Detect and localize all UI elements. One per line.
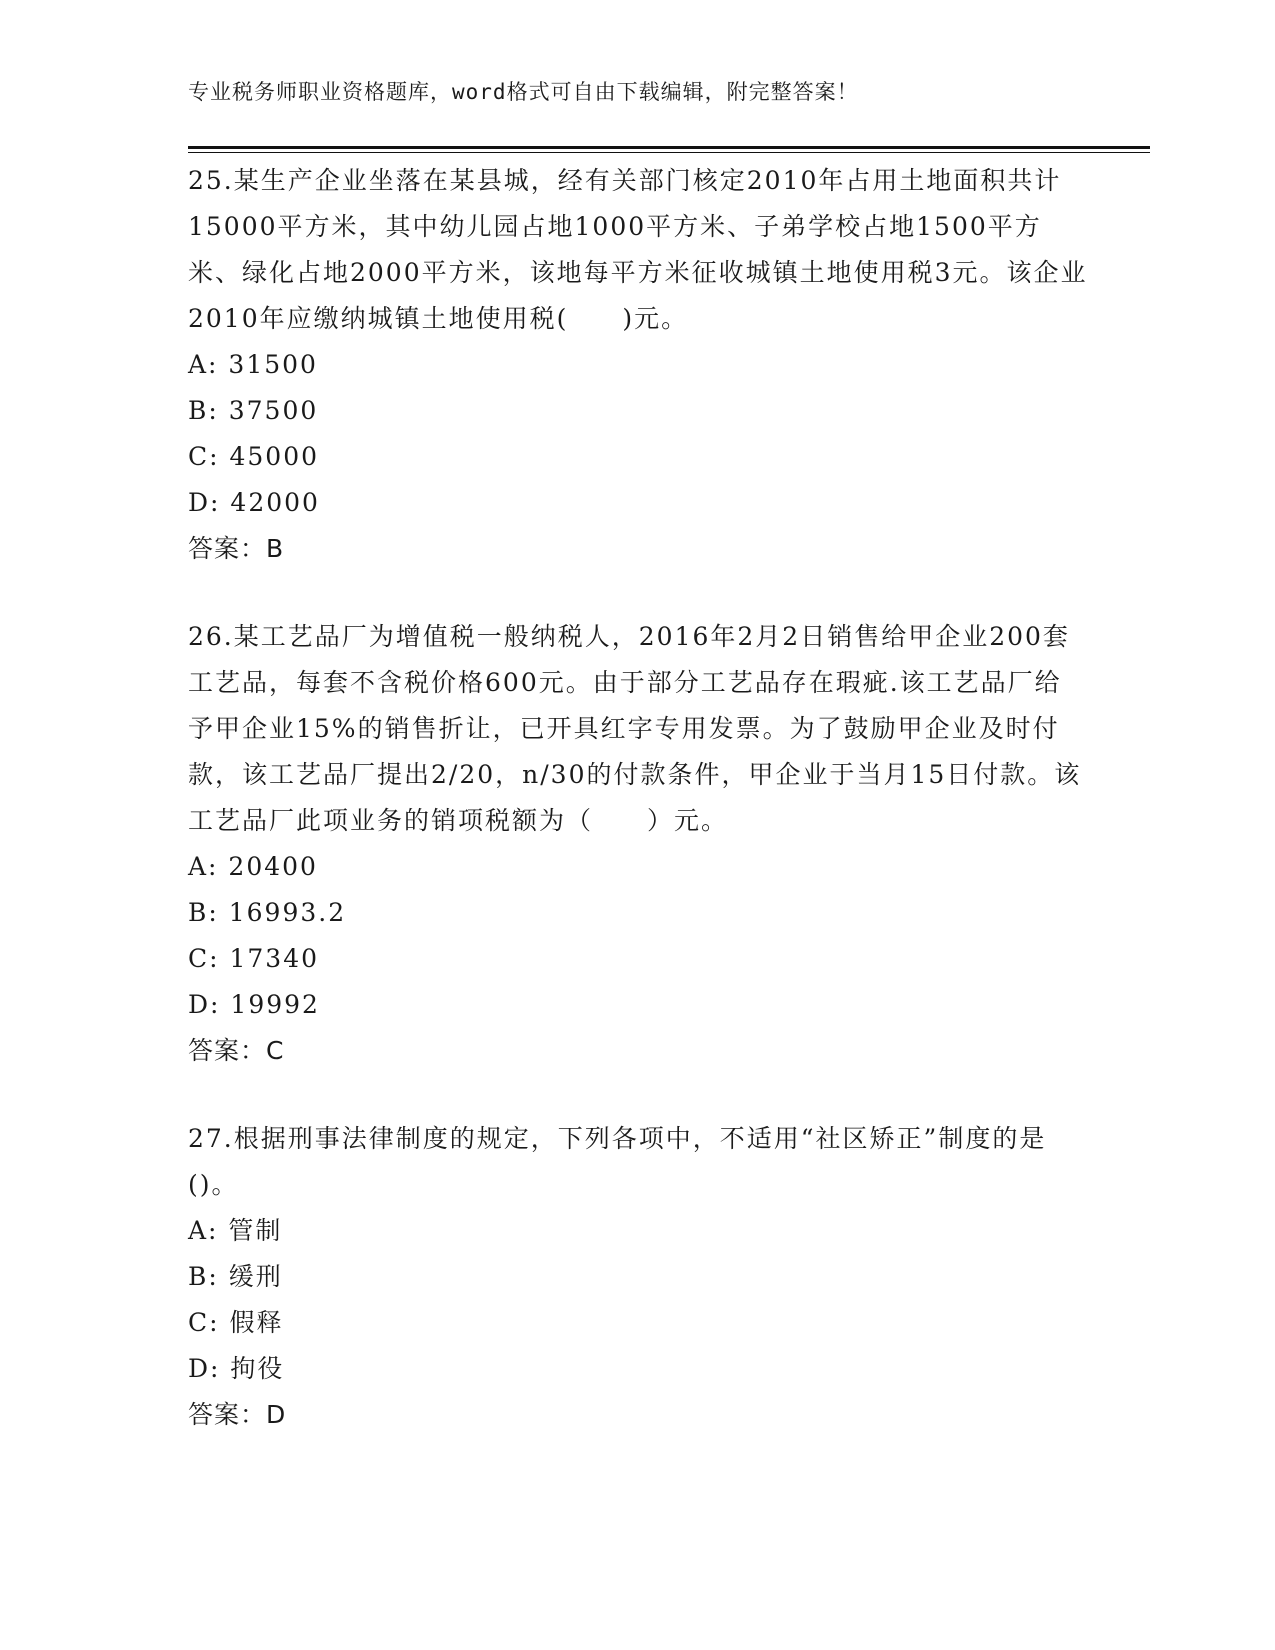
answer-label: 答案：D <box>188 1400 287 1429</box>
option-c: C: 17340 <box>188 944 320 973</box>
question-27 <box>188 1116 1088 1438</box>
option-a: A: 管制 <box>188 1216 283 1245</box>
answer-label: 答案：B <box>188 534 285 563</box>
option-d: D: 42000 <box>188 488 320 517</box>
page-header: 专业税务师职业资格题库，word格式可自由下载编辑，附完整答案！ <box>188 80 859 104</box>
answer-label: 答案：C <box>188 1036 285 1065</box>
question-26 <box>188 614 1088 1074</box>
option-a: A: 31500 <box>188 350 318 379</box>
option-a: A: 20400 <box>188 852 318 881</box>
question-list <box>188 158 1088 1480</box>
option-b: B: 16993.2 <box>188 898 347 927</box>
option-c: C: 假释 <box>188 1308 284 1337</box>
question-stem: 25.某生产企业坐落在某县城，经有关部门核定2010年占用土地面积共计15000平方米，其中幼儿园占地1000平方米、子弟学校占地1500平方米、绿化占地2000平方米，该地每平方米征收城镇土地使用税3元。该企业2010年应缴纳城镇土地使用税( )元。 <box>188 166 1088 333</box>
header-rule-thick <box>188 146 1150 149</box>
option-c: C: 45000 <box>188 442 320 471</box>
header-rule-thin <box>188 152 1150 153</box>
option-b: B: 缓刑 <box>188 1262 283 1291</box>
question-stem: 26.某工艺品厂为增值税一般纳税人，2016年2月2日销售给甲企业200套工艺品，每套不含税价格600元。由于部分工艺品存在瑕疵.该工艺品厂给予甲企业15%的销售折让，已开具红字专用发票。为了鼓励甲企业及时付款，该工艺品厂提出2/20，n/30的付款条件，甲企业于当月15日付款。该工艺品厂此项业务的销项税额为（ ）元。 <box>188 622 1082 835</box>
option-d: D: 19992 <box>188 990 320 1019</box>
question-25 <box>188 158 1088 572</box>
question-stem: 27.根据刑事法律制度的规定，下列各项中，不适用“社区矫正”制度的是()。 <box>188 1124 1047 1199</box>
option-d: D: 拘役 <box>188 1354 285 1383</box>
option-b: B: 37500 <box>188 396 319 425</box>
